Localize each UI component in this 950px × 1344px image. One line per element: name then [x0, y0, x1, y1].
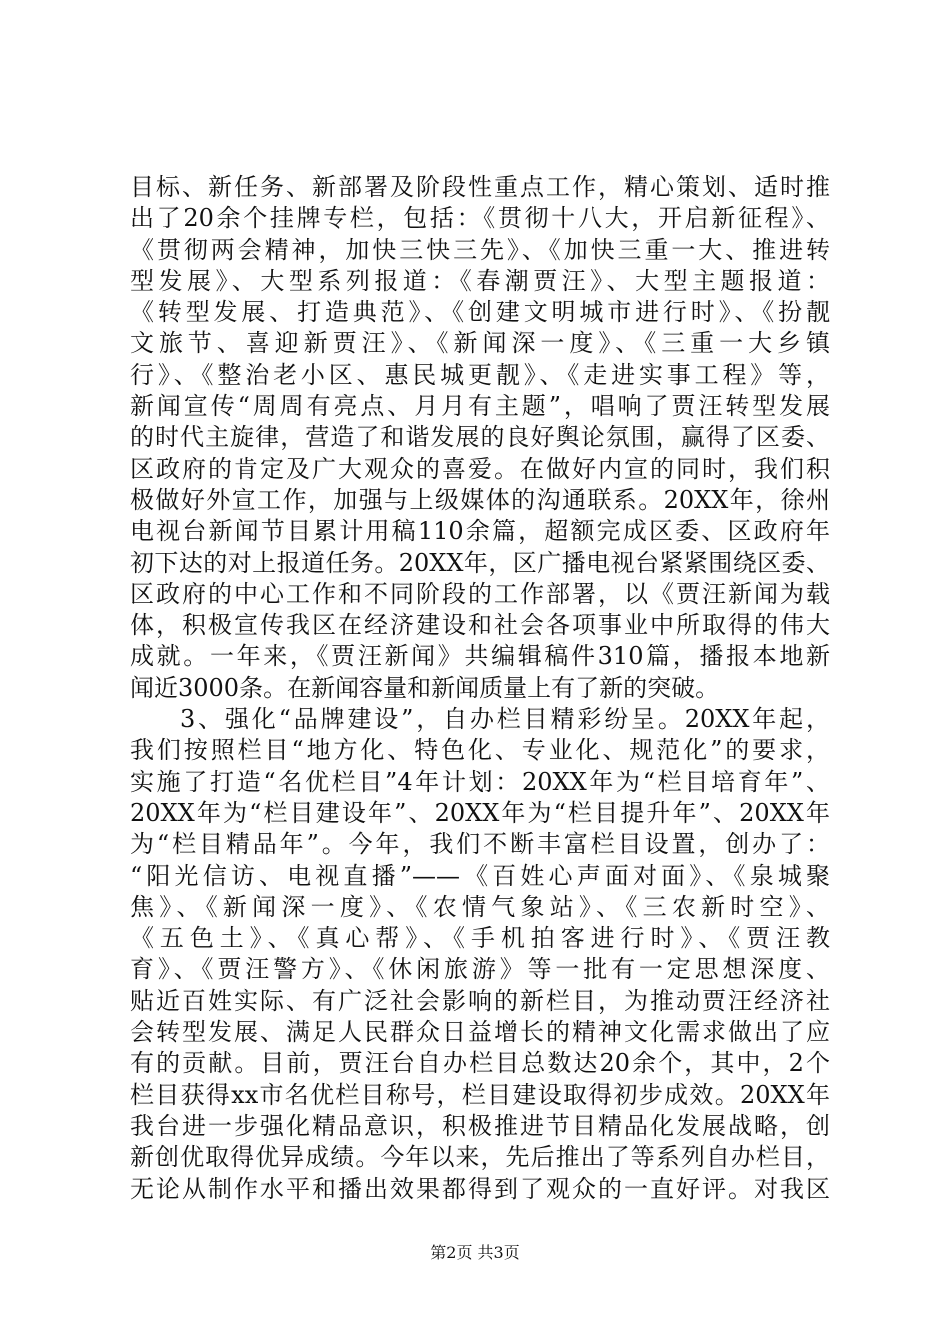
text-line: 新闻宣传“周周有亮点、月月有主题”，唱响了贾汪转型发展 [130, 392, 830, 421]
text-line: 会转型发展、满足人民群众日益增长的精神文化需求做出了应 [130, 1018, 830, 1047]
text-line: 出了20余个挂牌专栏，包括：《贯彻十八大，开启新征程》、 [130, 204, 830, 233]
text-line: 型发展》、大型系列报道：《春潮贾汪》、大型主题报道： [130, 266, 830, 295]
text-line: 行》、《整治老小区、惠民城更靓》、《走进实事工程》等， [130, 360, 830, 389]
text-line: 《贯彻两会精神，加快三快三先》、《加快三重一大、推进转 [130, 235, 830, 264]
text-line: 电视台新闻节目累计用稿110余篇，超额完成区委、区政府年 [130, 517, 830, 546]
text-line: “阳光信访、电视直播”——《百姓心声面对面》、《泉城聚 [130, 861, 830, 890]
text-line: 为“栏目精品年”。今年，我们不断丰富栏目设置，创办了： [130, 830, 830, 859]
text-line: 成就。一年来，《贾汪新闻》共编辑稿件310篇，播报本地新 [130, 642, 830, 671]
text-line: 无论从制作水平和播出效果都得到了观众的一直好评。对我区 [130, 1174, 830, 1203]
text-line: 20XX年为“栏目建设年”、20XX年为“栏目提升年”、20XX年 [130, 798, 830, 827]
text-line: 的时代主旋律，营造了和谐发展的良好舆论氛围，赢得了区委、 [130, 423, 830, 452]
text-line: 我们按照栏目“地方化、特色化、专业化、规范化”的要求， [130, 736, 830, 765]
text-line: 文旅节、喜迎新贾汪》、《新闻深一度》、《三重一大乡镇 [130, 329, 830, 358]
text-line: 实施了打造“名优栏目”4年计划：20XX年为“栏目培育年”、 [130, 767, 830, 796]
text-line: 闻近3000条。在新闻容量和新闻质量上有了新的突破。 [130, 673, 720, 702]
text-line: 区政府的肯定及广大观众的喜爱。在做好内宣的同时，我们积 [130, 454, 830, 483]
text-line: 我台进一步强化精品意识，积极推进节目精品化发展战略，创 [130, 1111, 830, 1140]
text-line: 目标、新任务、新部署及阶段性重点工作，精心策划、适时推 [130, 173, 830, 201]
text-line: 有的贡献。目前，贾汪台自办栏目总数达20余个，其中，2个 [130, 1049, 830, 1078]
text-line: 育》、《贾汪警方》、《休闲旅游》等一批有一定思想深度、 [130, 955, 830, 984]
text-line: 极做好外宣工作，加强与上级媒体的沟通联系。20XX年，徐州 [130, 485, 830, 514]
text-line: 焦》、《新闻深一度》、《农情气象站》、《三农新时空》、 [130, 892, 830, 921]
text-line: 区政府的中心工作和不同阶段的工作部署，以《贾汪新闻为载 [130, 579, 830, 608]
text-line: 贴近百姓实际、有广泛社会影响的新栏目，为推动贾汪经济社 [130, 986, 830, 1015]
text-line: 栏目获得xx市名优栏目称号，栏目建设取得初步成效。20XX年 [130, 1080, 830, 1109]
text-line: 《五色土》、《真心帮》、《手机拍客进行时》、《贾汪教 [130, 924, 830, 953]
text-line: 体，积极宣传我区在经济建设和社会各项事业中所取得的伟大 [130, 611, 830, 640]
text-line: 初下达的对上报道任务。20XX年，区广播电视台紧紧围绕区委、 [130, 548, 830, 577]
page-number-footer: 第2页 共3页 [430, 1243, 520, 1262]
text-line: 《转型发展、打造典范》、《创建文明城市进行时》、《扮靓 [130, 298, 830, 327]
section-heading-line: 3、强化“品牌建设”，自办栏目精彩纷呈。20XX年起， [180, 705, 830, 734]
body-text [130, 172, 830, 1205]
text-line: 新创优取得优异成绩。今年以来，先后推出了等系列自办栏目， [130, 1143, 830, 1172]
